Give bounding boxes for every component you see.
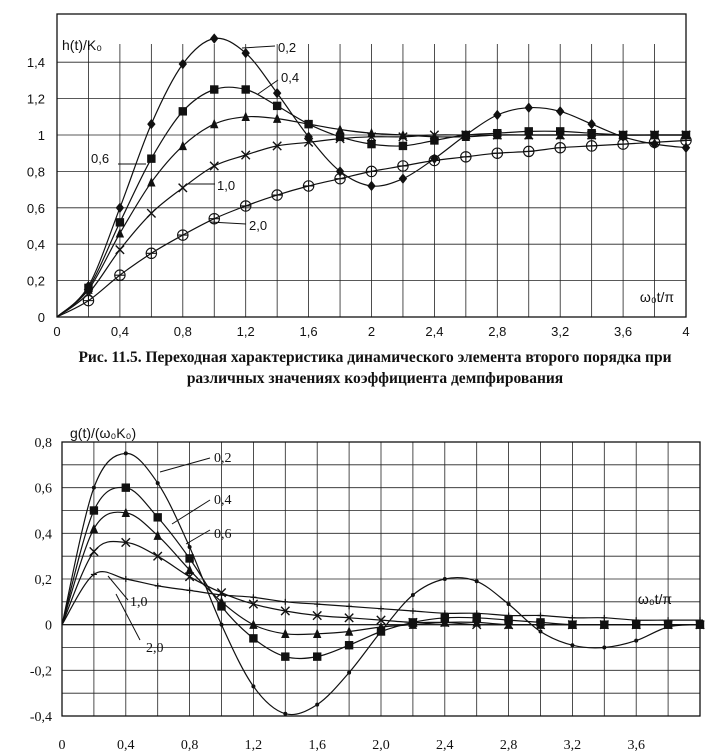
data-point [156,481,160,485]
data-point [188,545,192,549]
x-tick-label: 0,4 [110,324,129,339]
y-tick-label: 0,2 [34,573,52,588]
data-point [122,483,130,491]
data-point [124,451,128,455]
data-point [602,646,606,650]
x-tick-label: 3,2 [563,738,582,753]
data-point [283,712,287,716]
series-label: 1,0 [217,178,236,193]
x-tick-label: 2,4 [436,738,454,753]
y-axis-label: h(t)/K₀ [62,37,103,53]
x-tick-label: 1,6 [308,738,326,753]
x-tick-label: 2,8 [488,324,507,339]
x-tick-label: 3,6 [614,324,633,339]
data-point [155,583,161,589]
data-point [601,615,607,621]
y-tick-label: 1,2 [26,91,45,107]
data-point [92,486,96,490]
data-point [475,579,479,583]
y-tick-label: 0 [45,618,52,634]
data-point [443,577,447,581]
y-tick-label: 0,4 [26,237,45,253]
y-tick-label: 0 [37,310,45,325]
series-label: 0,2 [278,40,297,55]
x-tick-label: 2,8 [499,738,518,753]
data-point [219,592,225,598]
y-axis-label: g(t)/(ω₀K₀) [70,425,137,441]
data-point [410,608,416,614]
data-point [347,671,351,675]
data-point [569,615,575,621]
data-point [570,643,574,647]
x-tick-label: 0,8 [180,738,199,753]
x-tick-label: 2 [367,324,376,339]
y-tick-label: -0,4 [29,710,52,725]
series-1-0 [62,538,704,629]
data-point [281,652,289,660]
x-tick-label: 0 [53,324,61,339]
y-tick-label: 1,4 [26,55,45,71]
x-tick-label: 1,2 [236,324,255,339]
data-point [154,530,162,539]
data-point [345,641,353,649]
leader-line [172,500,210,524]
series-label: 0,4 [281,70,300,85]
x-tick-label: 0 [58,738,66,753]
x-tick-label: 0,4 [117,738,135,753]
series-2-0 [62,571,703,656]
y-tick-label: 0,8 [26,164,45,180]
data-point [411,593,415,597]
y-tick-label: 0,8 [34,436,52,451]
x-axis-label: ω₀t/π [639,289,675,305]
data-point [315,703,319,707]
data-point [346,603,352,609]
series-label: 2,0 [146,641,164,656]
y-tick-label: 0,4 [34,527,52,543]
x-tick-label: 4 [682,324,690,339]
data-point [220,623,224,627]
data-point [249,634,257,642]
data-point [123,576,129,582]
x-tick-label: 1,2 [244,738,263,753]
data-point [251,684,255,688]
x-tick-label: 3,2 [551,324,570,339]
y-tick-label: -0,2 [29,664,52,680]
x-tick-label: 3,6 [627,738,645,753]
x-tick-label: 0,8 [173,324,192,339]
series-label: 0,2 [214,451,232,466]
y-tick-label: 0,6 [34,481,52,497]
data-point [154,513,162,521]
data-point [187,587,193,593]
data-point [634,639,638,643]
series-label: 1,0 [130,595,148,610]
y-tick-label: 0,6 [26,200,45,216]
x-tick-label: 2,4 [425,324,444,339]
y-tick-label: 1 [37,128,45,143]
data-point [250,594,256,600]
series-label: 0,4 [214,493,232,508]
data-point [539,630,543,634]
series-label: 2,0 [249,218,268,233]
figure-caption: Рис. 11.5. Переходная характеристика динамического элемента второго порядка при различных значениях коэффициента демпфирования [78,349,672,387]
data-point [507,602,511,606]
series-label: 0,6 [91,151,110,166]
data-point [538,613,544,619]
x-tick-label: 1,6 [299,324,318,339]
series-0-4 [62,483,704,660]
data-point [313,652,321,660]
data-point [185,554,193,562]
y-tick-label: 0,2 [26,273,45,289]
x-tick-label: 2,0 [372,738,390,753]
series-label: 0,6 [214,527,232,542]
data-point [217,597,225,606]
data-point [90,506,98,514]
data-point [378,606,384,612]
data-point [282,599,288,605]
x-axis-label: ω₀t/π [637,591,673,607]
